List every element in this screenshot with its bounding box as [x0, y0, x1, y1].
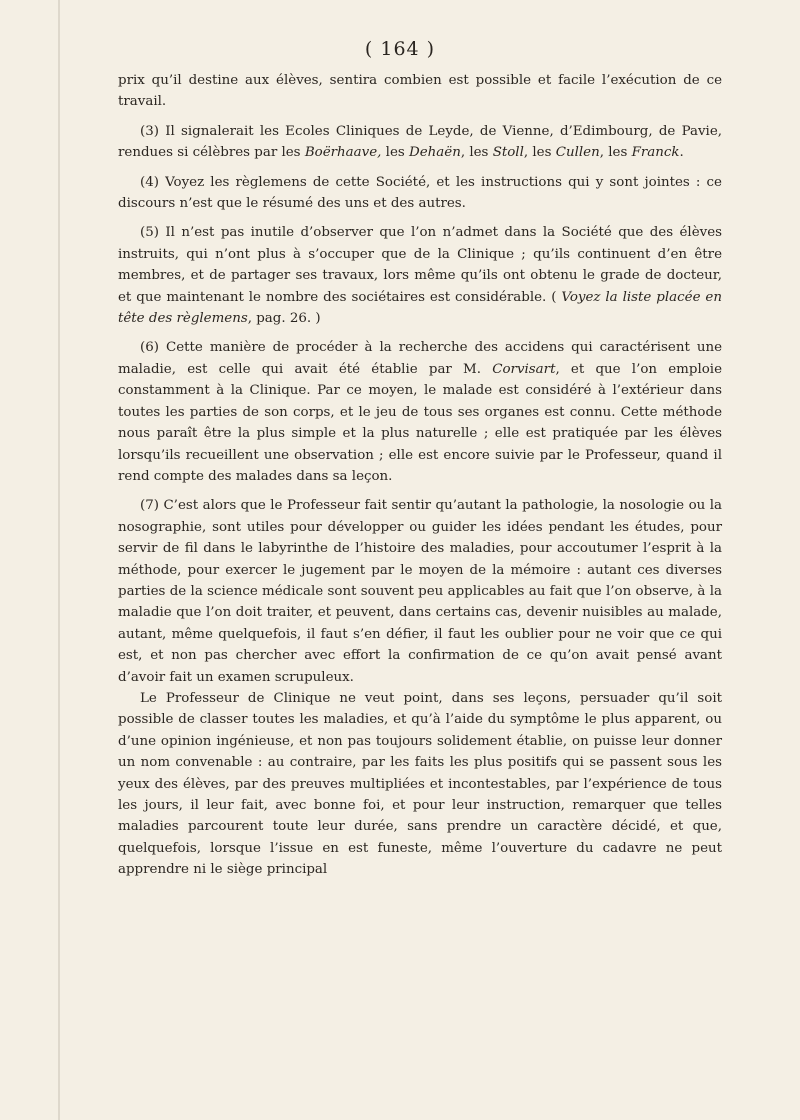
- italic-text: Dehaën: [409, 145, 461, 161]
- text-run: prix qu’il destine aux élèves, sentira combien est possible et facile l’exécution de ce travail.: [118, 73, 722, 110]
- text-run: (4) Voyez les règlemens de cette Société, et les instructions qui y sont jointes : ce discours n’est que le résumé des uns et des autres.: [118, 174, 722, 212]
- paragraph-intro: [118, 70, 722, 113]
- page-number: ( 164 ): [364, 38, 436, 60]
- text-run: , pag. 26. ): [247, 311, 321, 327]
- text-run: , les: [460, 145, 493, 161]
- text-run: .: [679, 145, 684, 161]
- text-run: , et que l’on emploie constamment à la Clinique. Par ce moyen, le malade est considéré à l’extérieur dans toutes les parties de son corps, et le jeu de tous ses organes est connu. Cette méthode nous paraît être la plus simple et la plus naturelle ; elle est pratiquée par les élèves lorsqu’ils recueillent une observation ; elle est encore suivie par le Professeur, quand il rend compte des malades dans sa leçon.: [118, 361, 722, 484]
- text-run: (6) Cette manière de procéder à la recherche des accidens qui caractérisent une maladie, est celle qui avait été établie par M.: [118, 340, 722, 377]
- italic-text: Stoll: [492, 145, 524, 161]
- footnote-7: [118, 495, 722, 688]
- italic-text: Voyez la liste placée en tête des règlemens: [118, 289, 722, 327]
- text-run: (3) Il signalerait les Ecoles Cliniques de Leyde, de Vienne, d’Edimbourg, de Pavie, rendues si célèbres par les: [118, 123, 722, 161]
- text-run: , les: [599, 145, 632, 161]
- footnote-3: [118, 121, 722, 164]
- text-run: (7) C’est alors que le Professeur fait sentir qu’autant la pathologie, la nosologie ou la nosographie, sont utiles pour développer ou guider les idées pendant les études, pour servir de fil dans le labyrinthe de l’histoire des maladies, pour accoutumer l’esprit à la méthode, pour exercer le jugement par le moyen de la mémoire : autant ces diverses parties de la science médicale sont souvent peu applicables au fait que l’on observe, à la maladie que l’on doit traiter, et peuvent, dans certains cas, devenir nuisibles au malade, autant, même quelquefois, il faut s’en défier, il faut les oublier pour ne voir que ce qui est, et non pas chercher avec effort la confirmation de ce qu’on avait pensé avant d’avoir fait un examen scrupuleux.: [118, 498, 722, 685]
- text-run: (5) Il n’est pas inutile d’observer que l’on n’admet dans la Société que des élèves instruits, qui n’ont plus à s’occuper que de la Clinique ; qu’ils continuent d’en être membres, et de partager ses travaux, lors même qu’ils ont obtenu le grade de docteur, et que maintenant le nombre des sociétaires est considérable. (: [118, 225, 722, 305]
- text-run: les: [381, 145, 409, 161]
- italic-text: Boërhaave,: [304, 145, 382, 161]
- italic-text: Corvisart: [492, 361, 556, 377]
- text-run: , les: [523, 145, 556, 161]
- text-run: Le Professeur de Clinique ne veut point, dans ses leçons, persuader qu’il soit possible de classer toutes les maladies, et qu’à l’aide du symptôme le plus apparent, ou d’une opinion ingénieuse, et non pas toujours solidement établie, on puisse leur donner un nom convenable : au contraire, par les faits les plus positifs qui se passent sous les yeux des élèves, par des preuves multipliées et incontestables, par l’expérience de tous les jours, il leur fait, avec bonne foi, et pour leur instruction, remarquer que telles maladies parcourent toute leur durée, sans prendre un caractère décidé, et que, quelquefois, lorsque l’issue en est funeste, même l’ouverture du cadavre ne peut apprendre ni le siège principal: [118, 690, 722, 878]
- italic-text: Cullen: [555, 145, 600, 161]
- footnote-7-continuation: [118, 688, 722, 881]
- italic-text: Franck: [631, 145, 680, 161]
- footnote-5: [118, 222, 722, 329]
- binding-shadow: [58, 0, 60, 1120]
- footnote-4: [118, 172, 722, 215]
- footnote-6: [118, 337, 722, 487]
